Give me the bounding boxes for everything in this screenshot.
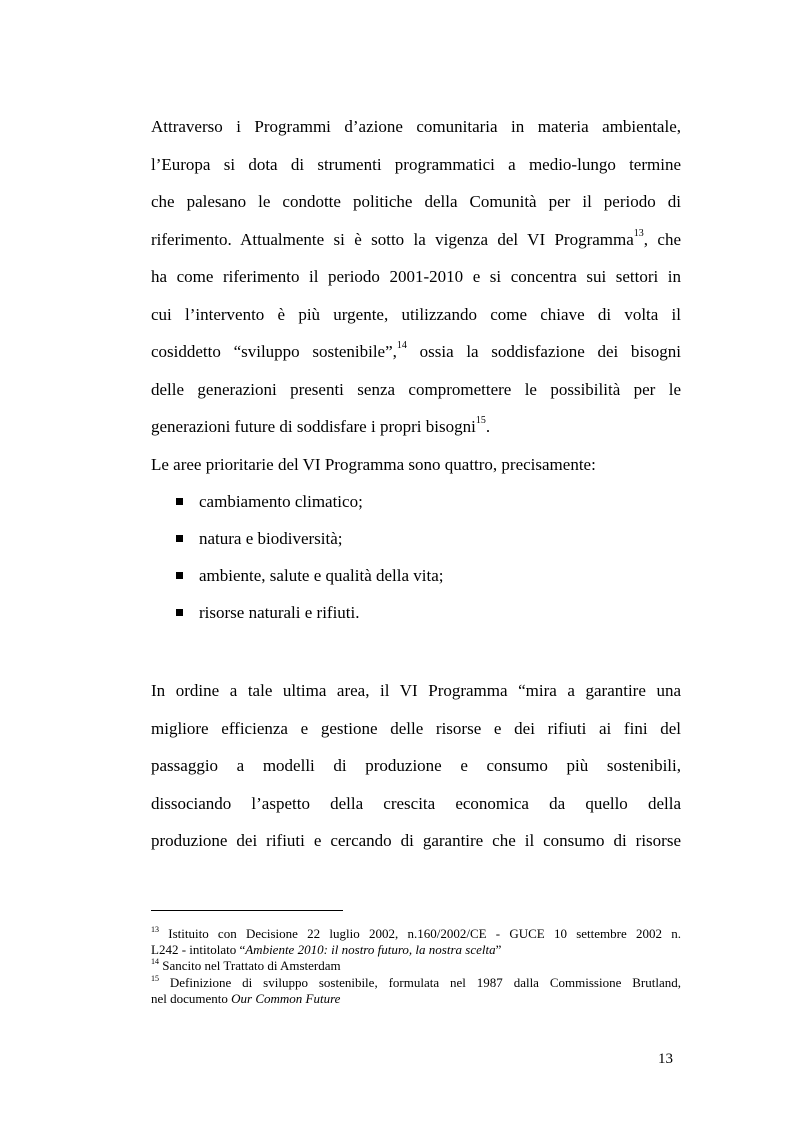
footnote-13-quote-close: ” [495,942,502,957]
footnote-13-number: 13 [151,924,159,934]
list-item-text: natura e biodiversità; [199,529,343,548]
footnote-13-line-2 [151,942,681,957]
list-item [176,492,363,512]
paragraph-2: Le aree prioritarie del VI Programma sono quattro, precisamente: [151,455,596,474]
paragraph-3-line-4: dissociando l’aspetto della crescita economica da quello della [151,794,681,813]
paragraph-1-line-9 [151,417,681,437]
footnote-ref-14[interactable]: 14 [396,340,407,352]
paragraph-1-line-4-text: riferimento. Attualmente si è sotto la vigenza del VI Programma [151,230,634,249]
list-item [176,529,343,549]
footnote-14-number: 14 [151,956,159,966]
footnote-15-text-2: nel documento [151,991,232,1006]
paragraph-1-line-2: l’Europa si dota di strumenti programmatici a medio-lungo termine [151,155,681,174]
square-bullet-icon [176,535,183,542]
list-item [176,603,360,623]
footnote-15-line-1 [151,975,681,990]
square-bullet-icon [176,609,183,616]
paragraph-1-line-6: cui l’intervento è più urgente, utilizzando come chiave di volta il [151,305,681,324]
paragraph-1-line-4-tail: , che [643,230,681,249]
paragraph-1-line-1: Attraverso i Programmi d’azione comunitaria in materia ambientale, [151,117,681,136]
paragraph-1-line-9-tail: . [485,417,491,436]
footnote-13-title: Ambiente 2010: il nostro futuro, la nostra scelta [245,942,496,957]
footnote-15-number: 15 [151,973,159,983]
paragraph-3-line-2: migliore efficienza e gestione delle risorse e dei rifiuti ai fini del [151,719,681,738]
paragraph-3-line-1: In ordine a tale ultima area, il VI Programma “mira a garantire una [151,681,681,700]
footnote-15-line-2 [151,991,681,1006]
footnote-13-line-1 [151,926,681,941]
list-item-text: risorse naturali e rifiuti. [199,603,360,622]
footnote-14-text: Sancito nel Trattato di Amsterdam [159,958,341,973]
paragraph-1-line-7-tail: ossia la soddisfazione dei bisogni [406,342,681,361]
paragraph-1-line-7 [151,342,681,362]
paragraph-1-line-4 [151,230,681,250]
footnote-13-text: Istituito con Decisione 22 luglio 2002, n.160/2002/CE - GUCE 10 settembre 2002 n. [159,926,681,941]
paragraph-1-line-7-text: cosiddetto “sviluppo sostenibile”, [151,342,397,361]
paragraph-1-line-9-text: generazioni future di soddisfare i propri bisogni [151,417,476,436]
list-item-text: ambiente, salute e qualità della vita; [199,566,444,585]
paragraph-3-line-5: produzione dei rifiuti e cercando di garantire che il consumo di risorse [151,831,681,850]
square-bullet-icon [176,572,183,579]
page-number: 13 [658,1051,673,1067]
paragraph-1-line-3: che palesano le condotte politiche della Comunità per il periodo di [151,192,681,211]
square-bullet-icon [176,498,183,505]
footnote-ref-15[interactable]: 15 [475,415,486,427]
footnote-14 [151,958,681,973]
footnote-15-title: Our Common Future [231,991,341,1006]
paragraph-1-line-5: ha come riferimento il periodo 2001-2010 e si concentra sui settori in [151,267,681,286]
list-item-text: cambiamento climatico; [199,492,363,511]
list-item [176,566,444,586]
paragraph-1-line-8: delle generazioni presenti senza compromettere le possibilità per le [151,380,681,399]
paragraph-3-line-3: passaggio a modelli di produzione e consumo più sostenibili, [151,756,681,775]
footnote-13-text-2: L242 - intitolato “ [151,942,246,957]
footnote-ref-13[interactable]: 13 [633,228,644,240]
footnote-15-text: Definizione di sviluppo sostenibile, formulata nel 1987 dalla Commissione Brutland, [159,975,681,990]
footnote-separator [151,910,343,911]
